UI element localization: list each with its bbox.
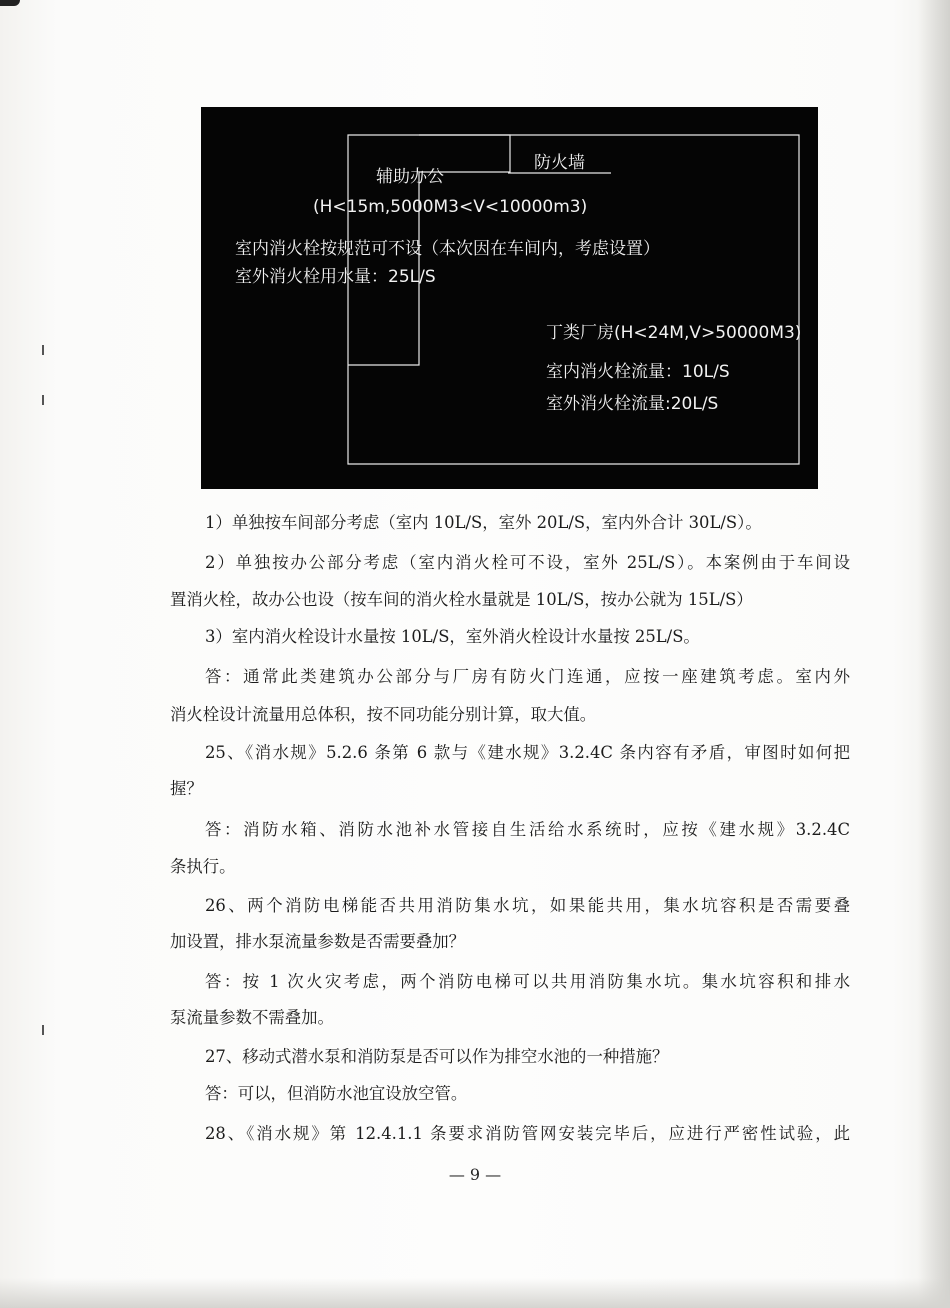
answer-paragraph: 答：按 1 次火灾考虑，两个消防电梯可以共用消防集水坑。集水坑容积和排水 — [205, 972, 850, 991]
office-params: (H<15m,5000M3<V<10000m3) — [313, 197, 588, 217]
binding-mark — [42, 345, 44, 355]
question-25: 25、《消水规》5.2.6 条第 6 款与《建水规》3.2.4C 条内容有矛盾，审图时如何把 — [205, 743, 850, 762]
office-label: 辅助办公 — [376, 167, 444, 187]
diagram-lines — [201, 107, 818, 489]
question-26: 26、两个消防电梯能否共用消防集水坑，如果能共用，集水坑容积是否需要叠 — [205, 896, 850, 915]
binding-mark — [42, 395, 44, 405]
list-item: 1）单独按车间部分考虑（室内 10L/S，室外 20L/S，室内外合计 30L/S）。 — [205, 513, 762, 532]
paragraph-line: 握？ — [170, 779, 203, 798]
question-28: 28、《消水规》第 12.4.1.1 条要求消防管网安装完毕后，应进行严密性试验，此 — [205, 1124, 850, 1143]
page-number: — 9 — — [448, 1165, 502, 1184]
paragraph-line: 条执行。 — [170, 857, 236, 876]
list-item: 3）室内消火栓设计水量按 10L/S，室外消火栓设计水量按 25L/S。 — [205, 627, 700, 646]
binding-mark — [42, 1025, 44, 1035]
workshop-outdoor-flow: 室外消火栓流量:20L/S — [546, 394, 719, 414]
firewall-label: 防火墙 — [534, 153, 585, 173]
paragraph-line: 泵流量参数不需叠加。 — [170, 1008, 334, 1027]
workshop-label: 丁类厂房(H<24M,V>50000M3) — [546, 323, 802, 343]
scan-shadow — [0, 1278, 950, 1308]
office-note-indoor: 室内消火栓按规范可不设（本次因在车间内，考虑设置） — [235, 239, 660, 259]
building-diagram — [201, 107, 818, 489]
answer-paragraph: 答：消防水箱、消防水池补水管接自生活给水系统时，应按《建水规》3.2.4C — [205, 820, 850, 839]
answer-paragraph: 答：可以，但消防水池宜设放空管。 — [205, 1084, 468, 1103]
scan-artifact — [0, 0, 20, 6]
question-27: 27、移动式潜水泵和消防泵是否可以作为排空水池的一种措施？ — [205, 1047, 669, 1066]
paragraph-line: 置消火栓，故办公也设（按车间的消火栓水量就是 10L/S，按办公就为 15L/S） — [170, 590, 753, 609]
office-note-outdoor: 室外消火栓用水量：25L/S — [235, 267, 436, 287]
paragraph-line: 消火栓设计流量用总体积，按不同功能分别计算，取大值。 — [170, 705, 597, 724]
paragraph-line: 加设置，排水泵流量参数是否需要叠加？ — [170, 932, 466, 951]
answer-paragraph: 答：通常此类建筑办公部分与厂房有防火门连通，应按一座建筑考虑。室内外 — [205, 667, 850, 686]
scan-shadow — [918, 0, 950, 1308]
list-item: 2）单独按办公部分考虑（室内消火栓可不设，室外 25L/S）。本案例由于车间设 — [205, 553, 850, 572]
workshop-indoor-flow: 室内消火栓流量：10L/S — [546, 362, 730, 382]
